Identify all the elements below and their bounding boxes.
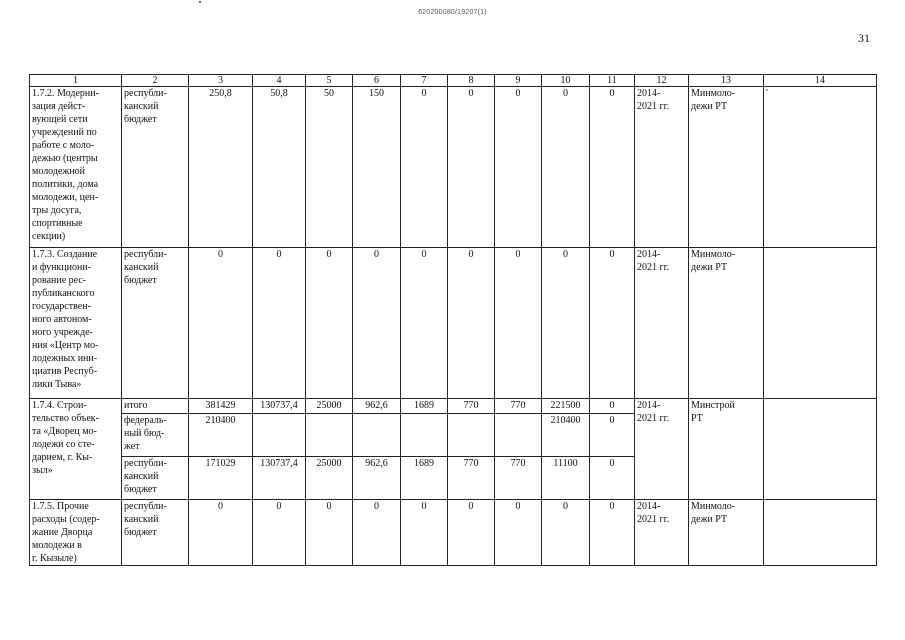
value-cell: 130737,4	[253, 457, 306, 500]
value-cell: 0	[590, 414, 635, 457]
value-cell: 0	[353, 500, 401, 566]
value-cell: 25000	[306, 399, 353, 414]
table-row	[30, 87, 877, 248]
value-cell: 0	[590, 87, 635, 248]
value-cell	[353, 414, 401, 457]
column-header-5: 5	[306, 75, 353, 87]
funding-source: республи- канский бюджет	[122, 500, 189, 566]
value-cell	[253, 414, 306, 457]
executor-cell: Минстрой РТ	[689, 399, 764, 500]
value-cell: 0	[590, 248, 635, 399]
value-cell	[306, 414, 353, 457]
value-cell: 0	[495, 87, 542, 248]
value-cell: 0	[542, 248, 590, 399]
value-cell: 130737,4	[253, 399, 306, 414]
value-cell: 962,6	[353, 457, 401, 500]
scan-speck	[199, 1, 201, 3]
period-cell: 2014- 2021 гг.	[635, 248, 689, 399]
period-cell: 2014- 2021 гг.	[635, 399, 689, 500]
budget-table	[29, 74, 877, 566]
value-cell: 770	[448, 457, 495, 500]
column-header-14: 14	[764, 75, 877, 87]
funding-source: республи- канский бюджет	[122, 248, 189, 399]
value-cell	[495, 414, 542, 457]
value-cell: 0	[401, 500, 448, 566]
value-cell: 210400	[542, 414, 590, 457]
table-row	[30, 399, 877, 414]
value-cell: 0	[495, 500, 542, 566]
column-header-3: 3	[189, 75, 253, 87]
measure-name: 1.7.5. Прочие расходы (содер- жание Дворца молодежи в г. Кызыле)	[30, 500, 122, 566]
value-cell: 150	[353, 87, 401, 248]
executor-cell: Минмоло- дежи РТ	[689, 87, 764, 248]
value-cell: 0	[590, 500, 635, 566]
value-cell: 0	[495, 248, 542, 399]
executor-cell: Минмоло- дежи РТ	[689, 248, 764, 399]
measure-name: 1.7.3. Создание и функциони- рование рес- публиканского государствен- ного автоном- ного учрежде- ния «Центр мо- лодежных ини- циатив Респуб- лики Тыва»	[30, 248, 122, 399]
value-cell: 770	[495, 457, 542, 500]
value-cell: 0	[306, 500, 353, 566]
value-cell: 1689	[401, 399, 448, 414]
value-cell: 962,6	[353, 399, 401, 414]
value-cell: 0	[306, 248, 353, 399]
document-code: 620200080/19207(1)	[418, 9, 487, 16]
funding-source: республи- канский бюджет	[122, 87, 189, 248]
value-cell: 0	[353, 248, 401, 399]
value-cell: 0	[542, 500, 590, 566]
column-header-11: 11	[590, 75, 635, 87]
value-cell	[401, 414, 448, 457]
value-cell: 0	[448, 248, 495, 399]
value-cell: 250,8	[189, 87, 253, 248]
value-cell: 0	[253, 500, 306, 566]
value-cell: 1689	[401, 457, 448, 500]
executor-cell: Минмоло- дежи РТ	[689, 500, 764, 566]
value-cell: 50,8	[253, 87, 306, 248]
value-cell: 0	[189, 248, 253, 399]
value-cell: 770	[495, 399, 542, 414]
funding-source: федераль- ный бюд- жет	[122, 414, 189, 457]
value-cell: 0	[590, 399, 635, 414]
funding-source: республи- канский бюджет	[122, 457, 189, 500]
value-cell: 0	[401, 248, 448, 399]
column-header-13: 13	[689, 75, 764, 87]
column-header-12: 12	[635, 75, 689, 87]
column-header-2: 2	[122, 75, 189, 87]
col14-cell	[764, 248, 877, 399]
period-cell: 2014- 2021 гг.	[635, 87, 689, 248]
value-cell: 0	[448, 87, 495, 248]
value-cell	[448, 414, 495, 457]
page-number: 31	[858, 31, 870, 45]
value-cell: 381429	[189, 399, 253, 414]
funding-source: итого	[122, 399, 189, 414]
column-header-1: 1	[30, 75, 122, 87]
value-cell: 11100	[542, 457, 590, 500]
column-header-8: 8	[448, 75, 495, 87]
value-cell: 0	[253, 248, 306, 399]
column-header-10: 10	[542, 75, 590, 87]
column-header-4: 4	[253, 75, 306, 87]
value-cell: 0	[542, 87, 590, 248]
column-header-9: 9	[495, 75, 542, 87]
value-cell: 0	[401, 87, 448, 248]
table-row	[30, 248, 877, 399]
value-cell: 221500	[542, 399, 590, 414]
col14-cell	[764, 500, 877, 566]
value-cell: 0	[590, 457, 635, 500]
col14-cell	[764, 399, 877, 500]
value-cell: 50	[306, 87, 353, 248]
value-cell: 210400	[189, 414, 253, 457]
value-cell: 25000	[306, 457, 353, 500]
value-cell: 171029	[189, 457, 253, 500]
value-cell: 770	[448, 399, 495, 414]
period-cell: 2014- 2021 гг.	[635, 500, 689, 566]
column-header-7: 7	[401, 75, 448, 87]
col14-cell: '	[764, 87, 877, 248]
measure-name: 1.7.2. Модерни- зация дейст- вующей сети учреждений по работе с моло- дежью (центры молодежной политики, дома молодежи, цен- тры досуга, спортивные секции)	[30, 87, 122, 248]
column-number-row	[30, 75, 877, 87]
measure-name: 1.7.4. Строи- тельство объек- та «Дворец мо- лодежи со сте- дарием, г. Кы- зыл»	[30, 399, 122, 500]
value-cell: 0	[448, 500, 495, 566]
value-cell: 0	[189, 500, 253, 566]
table-row	[30, 500, 877, 566]
column-header-6: 6	[353, 75, 401, 87]
